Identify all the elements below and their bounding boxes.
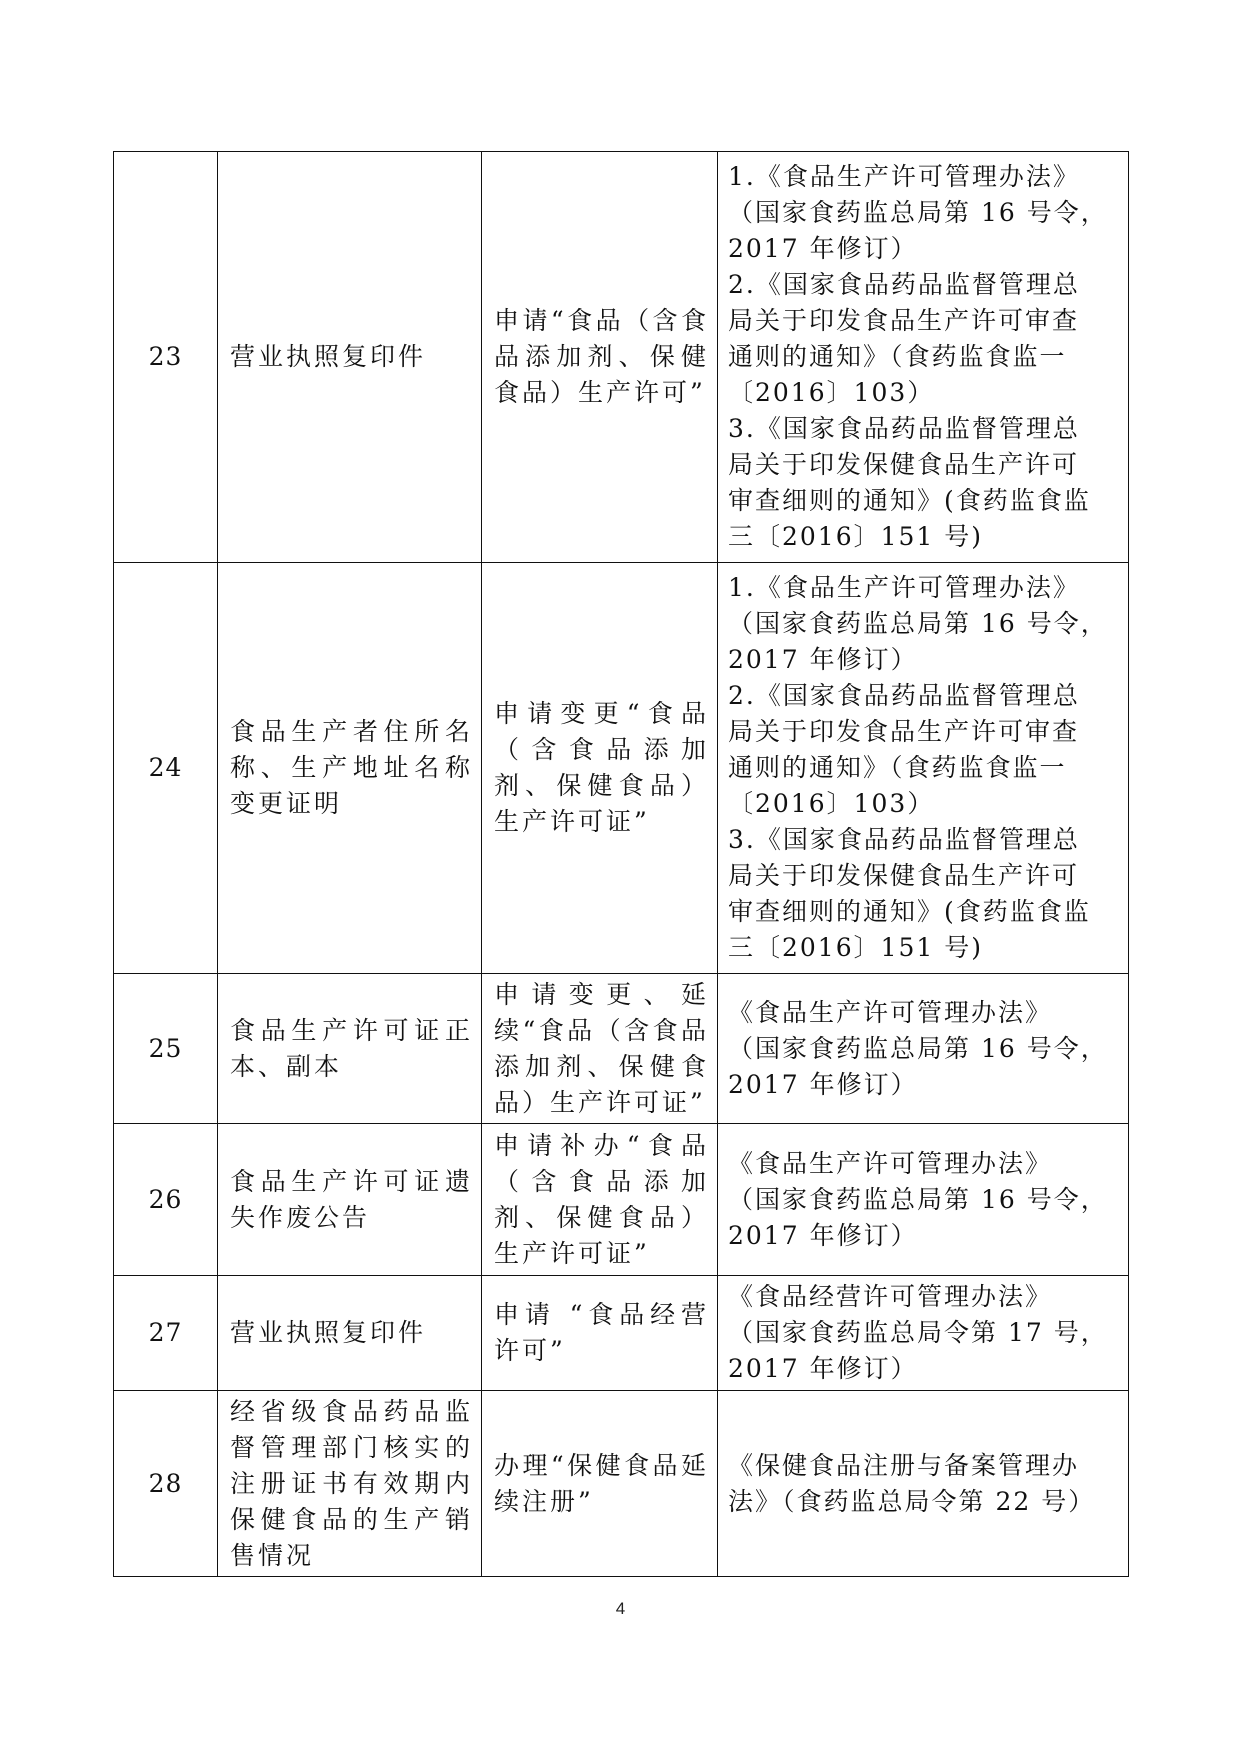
table-row	[114, 152, 1129, 563]
table-row	[114, 1391, 1129, 1577]
basis-line: 《食品生产许可管理办法》	[728, 1148, 1053, 1178]
basis-line: 局关于印发保健食品生产许可	[728, 861, 1080, 890]
basis-line: 审查细则的通知》(食药监食监	[728, 897, 1091, 926]
basis-line: （国家食药监总局第 16 号令，	[728, 1033, 1108, 1063]
basis-line: 〔2016〕103）	[728, 378, 935, 407]
basis-line: 通则的通知》（食药监食监一	[728, 342, 1067, 371]
basis-line: （国家食药监总局令第 17 号，	[728, 1318, 1108, 1347]
basis-line: 通则的通知》（食药监食监一	[728, 753, 1067, 782]
row-number: 26	[114, 1124, 218, 1276]
basis-cell	[718, 1124, 1129, 1276]
basis-line: 审查细则的通知》(食药监食监	[728, 486, 1091, 515]
matter-cell: 申请 “食品经营许可”	[482, 1276, 718, 1391]
matter-cell: 申请“食品（含食品添加剂、保健食品）生产许可”	[482, 152, 718, 563]
matter-cell: 申请变更、延续“食品（含食品添加剂、保健食品）生产许可证”	[482, 974, 718, 1124]
matter-cell: 办理“保健食品延续注册”	[482, 1391, 718, 1577]
table-row	[114, 1276, 1129, 1391]
basis-line: （国家食药监总局第 16 号令，	[728, 198, 1108, 227]
basis-line: 三〔2016〕151 号)	[728, 933, 984, 962]
basis-cell	[718, 1391, 1129, 1577]
basis-line: 局关于印发食品生产许可审查	[728, 717, 1080, 746]
matter-cell: 申请变更“食品（含食品添加剂、保健食品）生产许可证”	[482, 563, 718, 974]
basis-cell	[718, 152, 1129, 563]
basis-line: 2017 年修订）	[728, 1220, 918, 1250]
basis-line: 《食品生产许可管理办法》	[728, 997, 1053, 1027]
basis-cell	[718, 1276, 1129, 1391]
row-number: 25	[114, 974, 218, 1124]
matter-cell: 申请补办“食品（含食品添加剂、保健食品）生产许可证”	[482, 1124, 718, 1276]
table-row	[114, 563, 1129, 974]
table-row	[114, 1124, 1129, 1276]
table-row	[114, 974, 1129, 1124]
material-cell: 营业执照复印件	[218, 1276, 482, 1391]
basis-line: 3.《国家食品药品监督管理总	[728, 825, 1080, 854]
material-cell: 经省级食品药品监督管理部门核实的注册证书有效期内保健食品的生产销售情况	[218, 1391, 482, 1577]
basis-line: 1.《食品生产许可管理办法》	[728, 162, 1080, 191]
basis-line: 2017 年修订）	[728, 234, 918, 263]
basis-line: 三〔2016〕151 号)	[728, 522, 984, 551]
materials-table	[113, 151, 1129, 1577]
basis-line: 2017 年修订）	[728, 1354, 918, 1383]
material-cell: 食品生产许可证正本、副本	[218, 974, 482, 1124]
page-number: 4	[615, 1599, 626, 1618]
basis-line: 2017 年修订）	[728, 645, 918, 674]
basis-line: 局关于印发食品生产许可审查	[728, 306, 1080, 335]
row-number: 23	[114, 152, 218, 563]
basis-line: 1.《食品生产许可管理办法》	[728, 573, 1080, 602]
basis-cell	[718, 563, 1129, 974]
basis-line: 局关于印发保健食品生产许可	[728, 450, 1080, 479]
basis-line: 2.《国家食品药品监督管理总	[728, 270, 1080, 299]
basis-line: 3.《国家食品药品监督管理总	[728, 414, 1080, 443]
row-number: 28	[114, 1391, 218, 1577]
basis-line: （国家食药监总局第 16 号令，	[728, 609, 1108, 638]
basis-line: 2017 年修订）	[728, 1069, 918, 1099]
row-number: 24	[114, 563, 218, 974]
basis-line: 法》（食药监总局令第 22 号）	[728, 1486, 1096, 1516]
material-cell: 食品生产者住所名称、生产地址名称变更证明	[218, 563, 482, 974]
material-cell: 营业执照复印件	[218, 152, 482, 563]
basis-line: 《食品经营许可管理办法》	[728, 1282, 1053, 1311]
basis-line: 〔2016〕103）	[728, 789, 935, 818]
basis-cell	[718, 974, 1129, 1124]
material-cell: 食品生产许可证遗失作废公告	[218, 1124, 482, 1276]
basis-line: 2.《国家食品药品监督管理总	[728, 681, 1080, 710]
row-number: 27	[114, 1276, 218, 1391]
basis-line: （国家食药监总局第 16 号令，	[728, 1184, 1108, 1214]
basis-line: 《保健食品注册与备案管理办	[728, 1450, 1080, 1480]
